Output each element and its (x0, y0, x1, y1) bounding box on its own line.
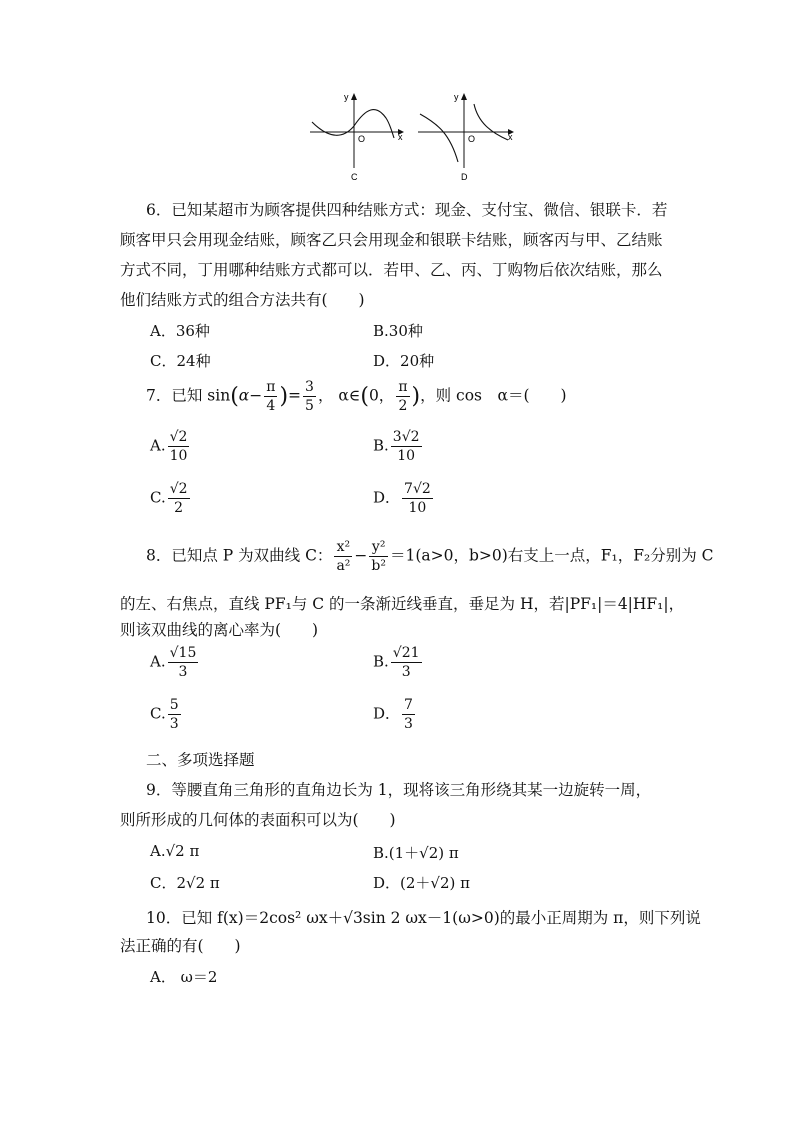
q6-option-c[interactable]: C．24种 (150, 352, 211, 370)
q7-alpha: α (238, 386, 250, 405)
q7-three-fifths: $\frac{3}{5}$ (305, 379, 314, 414)
q6-line-4: 他们结账方式的组合方法共有( ) (120, 291, 365, 309)
q7-option-d[interactable]: D． $\frac{7√2}{10}$ (373, 481, 431, 516)
q7-option-a[interactable]: A. $\frac{√2}{10}$ (150, 429, 188, 464)
q7-prefix: 7．已知 sin (146, 386, 231, 405)
q8-option-c[interactable]: C. $\frac{5}{3}$ (150, 697, 179, 732)
section-heading-multi-choice: 二、多项选择题 (146, 751, 255, 769)
q7-option-c[interactable]: C. $\frac{√2}{2}$ (150, 481, 188, 516)
graph-d-caption: D (461, 172, 468, 182)
q9-option-a[interactable]: A.√2 π (150, 842, 200, 860)
graph-c (310, 92, 404, 182)
q10-option-a[interactable]: A． ω＝2 (150, 968, 218, 986)
graph-d-x-label: x (508, 132, 513, 142)
q6-line-2: 顾客甲只会用现金结账，顾客乙只会用现金和银联卡结账，顾客丙与甲、乙结账 (120, 231, 663, 249)
q7-option-b[interactable]: B. $\frac{3√2}{10}$ (373, 429, 420, 464)
q6-line-3: 方式不同，丁用哪种结账方式都可以．若甲、乙、丙、丁购物后依次结账，那么 (120, 261, 663, 279)
q6-line-1: 6．已知某超市为顾客提供四种结账方式：现金、支付宝、微信、银联卡．若 (146, 201, 668, 219)
q6-option-d[interactable]: D．20种 (373, 352, 435, 370)
graph-c-x-label: x (398, 132, 403, 142)
q8-line-3: 则该双曲线的离心率为( ) (120, 621, 319, 639)
q10-line-2: 法正确的有( ) (120, 937, 241, 955)
q9-option-d[interactable]: D．(2＋√2) π (373, 874, 471, 892)
graph-d-y-label: y (454, 92, 459, 102)
q9-line-2: 则所形成的几何体的表面积可以为( ) (120, 811, 396, 829)
q8-line-2: 的左、右焦点，直线 PF₁与 C 的一条渐近线垂直，垂足为 H，若|PF₁|＝4|HF₁|， (120, 595, 685, 613)
q7-pi-over-2: $\frac{\pi}{2}$ (398, 379, 408, 414)
q10-line-1: 10．已知 f(x)＝2cos² ωx＋√3sin 2 ωx－1(ω>0)的最小正周期为 π，则下列说 (146, 909, 701, 927)
q8-x2-over-a2: $\frac{\text{x²}}{\text{a²}}$ (336, 539, 351, 574)
graph-c-o-label: O (358, 134, 366, 144)
q8-y2-over-b2: $\frac{\text{y²}}{\text{b²}}$ (371, 539, 386, 574)
graph-d-o-label: O (468, 134, 476, 144)
q6-option-b[interactable]: B.30种 (373, 322, 423, 340)
q8-line-1: 8．已知点 P 为双曲线 C： $\frac{\text{x²}}{\text{a²}}$ − $\frac{\text{y²}}{\text{b²}}$ ＝1(a>0，b>0)右支上一点，F₁，F₂分别为 C (146, 539, 714, 574)
q8-option-d[interactable]: D． $\frac{7}{3}$ (373, 697, 413, 732)
graph-d (418, 92, 514, 182)
q6-option-a[interactable]: A．36种 (150, 322, 210, 340)
q7-stem: 7．已知 sin(α− $\frac{\pi}{4}$ )= $\frac{3}{5}$ ， α∈(0， $\frac{\pi}{2}$ )，则 cos α＝( ) (146, 379, 567, 414)
q8-option-a[interactable]: A. $\frac{√15}{3}$ (150, 645, 197, 680)
graph-c-caption: C (351, 172, 358, 182)
q8-option-b[interactable]: B. $\frac{√21}{3}$ (373, 645, 420, 680)
q9-option-b[interactable]: B.(1＋√2) π (373, 844, 459, 862)
function-graphs (300, 88, 530, 184)
q7-pi-over-4: $\frac{\pi}{4}$ (266, 379, 276, 414)
q9-line-1: 9．等腰直角三角形的直角边长为 1，现将该三角形绕其某一边旋转一周， (146, 781, 652, 799)
q9-option-c[interactable]: C．2√2 π (150, 874, 220, 892)
graph-c-y-label: y (344, 92, 349, 102)
